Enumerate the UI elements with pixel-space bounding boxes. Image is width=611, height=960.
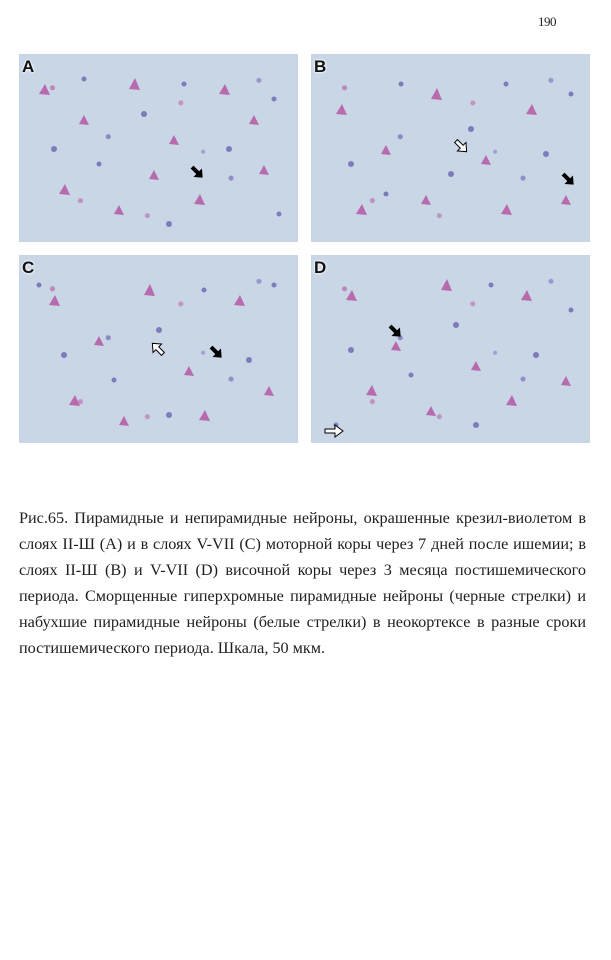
black-arrow-icon xyxy=(207,343,226,362)
panel-label: C xyxy=(22,258,35,277)
panel-label: B xyxy=(314,57,327,76)
micrograph-panel-a xyxy=(19,54,298,242)
black-arrow-icon xyxy=(386,322,405,341)
black-arrow-icon xyxy=(559,170,578,189)
micrograph-image xyxy=(19,54,298,242)
black-arrow-icon xyxy=(188,163,207,182)
micrograph-panel-c xyxy=(19,255,298,443)
micrograph-panel-b xyxy=(311,54,590,242)
micrograph-panel-d xyxy=(311,255,590,443)
micrograph-image xyxy=(311,255,590,443)
micrograph-image xyxy=(311,54,590,242)
panel-label: D xyxy=(314,258,327,277)
white-arrow-icon xyxy=(148,339,167,358)
panel-label: A xyxy=(22,57,35,76)
micrograph-image xyxy=(19,255,298,443)
page-number: 190 xyxy=(538,14,556,29)
figure-caption: Рис.65. Пирамидные и непирамидные нейроны, окрашенные крезил-виолетом в слоях II-Ш (А) и в слоях V-VII (С) моторной коры через 7 дней после ишемии; в слоях II-Ш (В) и V-VII (D) височной коры через 3 месяца постишемического периода. Сморщенные гиперхромные пирамидные нейроны (черные стрелки) и набухшие пирамидные нейроны (белые стрелки) в неокортексе в разные сроки постишемического периода. Шкала, 50 мкм. xyxy=(19,509,586,658)
white-arrow-icon xyxy=(325,425,343,437)
white-arrow-icon xyxy=(452,137,471,156)
